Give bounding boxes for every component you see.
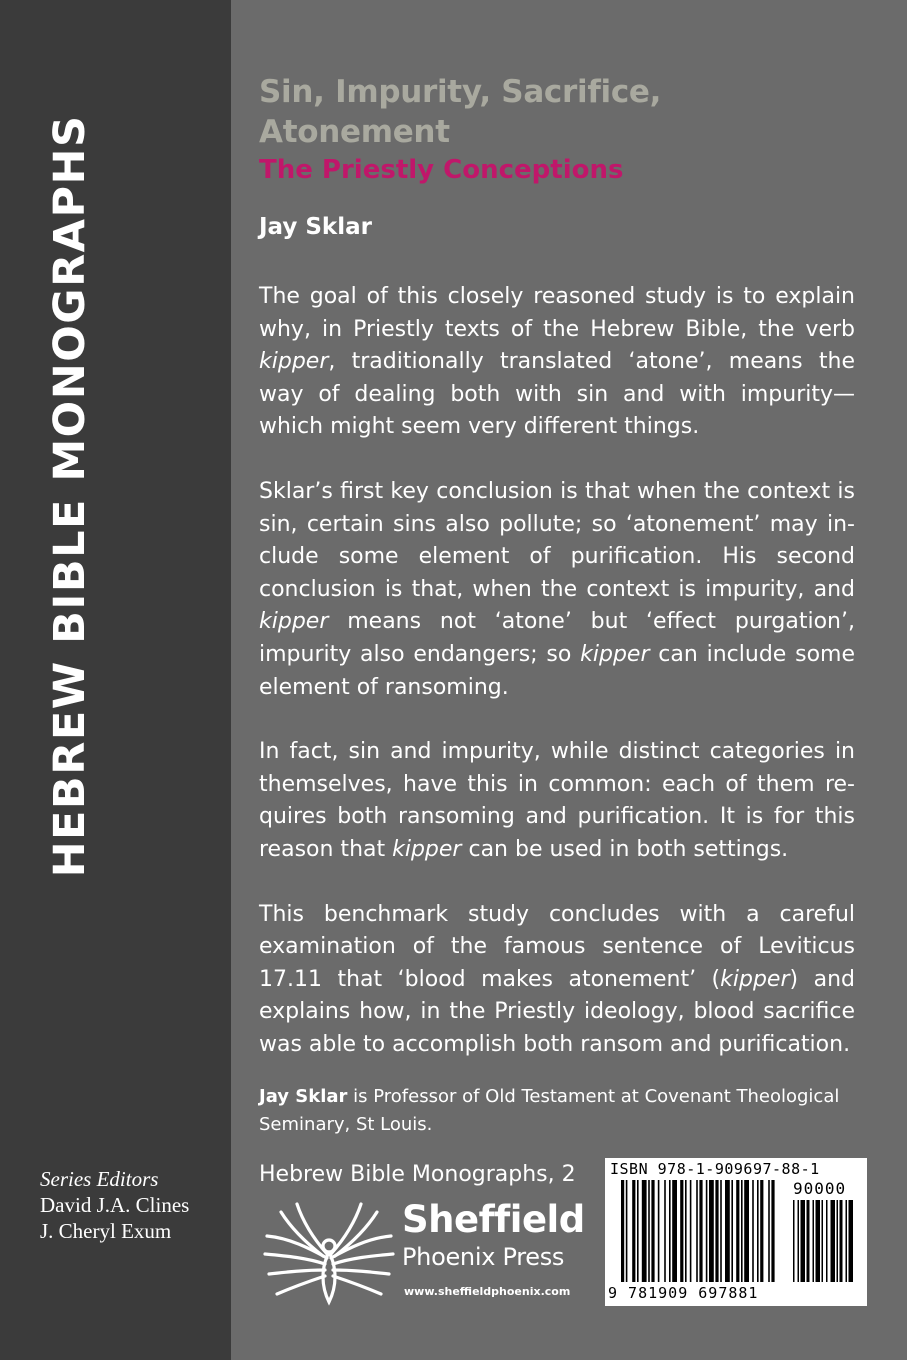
barcode-bar [801,1200,806,1282]
barcode-bar [771,1180,774,1282]
barcode-bar [822,1200,824,1282]
barcode [605,1158,867,1306]
blurb-paragraph: Sklar’s first key conclusion is that when the context is sin, certain sins also pollute; so ‘atonement’ may include some element of purification. His second conclusion is that, when the context is impurity, and kipper means not ‘atone’ but ‘effect purgation’, impurity also endangers; so kipper can include some element of ransoming. [259,478,855,700]
barcode-bar [752,1180,754,1282]
barcode-bar [696,1180,698,1282]
book-author: Jay Sklar [259,214,372,240]
barcode-bar [837,1200,839,1282]
press-subname: Phoenix Press [402,1243,565,1271]
barcode-bar [690,1180,692,1282]
barcode-bar [798,1200,800,1282]
barcode-bar [736,1180,739,1282]
spine-title-text: HEBREW BIBLE MONOGRAPHS [45,114,95,878]
editor-name: J. Cheryl Exum [40,1219,172,1243]
barcode-bar [793,1200,795,1282]
barcode-bar [672,1180,677,1282]
barcode-bar [706,1180,708,1282]
press-name: Sheffield [402,1198,585,1241]
barcode-bar [651,1180,654,1282]
ean-digits: 9 781909 697881 [608,1284,759,1302]
barcode-bar [849,1200,854,1282]
book-subtitle: The Priestly Conceptions [259,155,624,185]
barcode-bar [621,1180,624,1282]
barcode-bar [840,1200,843,1282]
blurb [259,281,855,1061]
barcode-bar [680,1180,683,1282]
barcode-bar [626,1180,628,1282]
barcode-bar [715,1180,718,1282]
barcode-bar [731,1180,733,1282]
barcode-bar [768,1180,770,1282]
phoenix-logo-icon [259,1198,399,1308]
barcode-bar [725,1180,730,1282]
barcode-bar [826,1200,828,1282]
barcode-bar [648,1180,650,1282]
barcode-bar [720,1180,722,1282]
spine [0,0,231,1360]
barcode-bar [744,1180,749,1282]
barcode-bar [699,1180,702,1282]
author-bio: Jay Sklar is Professor of Old Testament at Covenant Theological Seminary, St Louis. [259,1086,840,1136]
blurb-paragraph: The goal of this closely reasoned study is to explain why, in Priestly texts of the Hebrew Bible, the verb kipper, traditionally translated ‘atone’, means the way of dealing both with sin and with impurity—which might seem very different things. [259,284,855,440]
barcode-bar [741,1180,743,1282]
barcode-bar [637,1180,639,1282]
price-code: 90000 [793,1179,847,1198]
series-label: Hebrew Bible Monographs, 2 [259,1162,576,1187]
barcode-bar [757,1180,759,1282]
barcode-bar [846,1200,848,1282]
barcode-bar [807,1200,810,1282]
series-editors [40,1166,189,1244]
press-url: www.sheffieldphoenix.com [404,1285,571,1298]
isbn-text: ISBN 978-1-909697-88-1 [610,1160,820,1178]
barcode-bar [816,1200,821,1282]
barcode-bar [831,1200,836,1282]
barcode-bar [642,1180,647,1282]
blurb-paragraph: This benchmark study concludes with a careful examination of the famous sentence of Leviticus 17.11 that ‘blood makes atonement’ (kipper) and explains how, in the Priestly ideology, blood sacrifice was able to accomplish both ransom and purification. [259,901,855,1057]
barcode-bar [669,1180,671,1282]
barcode-bar [709,1180,714,1282]
barcode-bar [664,1180,666,1282]
editors-label: Series Editors [40,1167,159,1191]
barcode-bar [813,1200,815,1282]
barcode-bar [632,1180,635,1282]
editor-name: David J.A. Clines [40,1193,190,1217]
back-cover-content [259,72,855,1139]
blurb-paragraph: In fact, sin and impurity, while distinct categories in themselves, have this in common: each of them requires both ransoming and purification. It is for this reason that kipper can be used in both settings. [259,739,855,862]
barcode-bar [685,1180,687,1282]
barcode-bar [760,1180,763,1282]
barcode-bar [658,1180,660,1282]
book-title: Sin, Impurity, Sacrifice, Atonement [259,74,662,150]
